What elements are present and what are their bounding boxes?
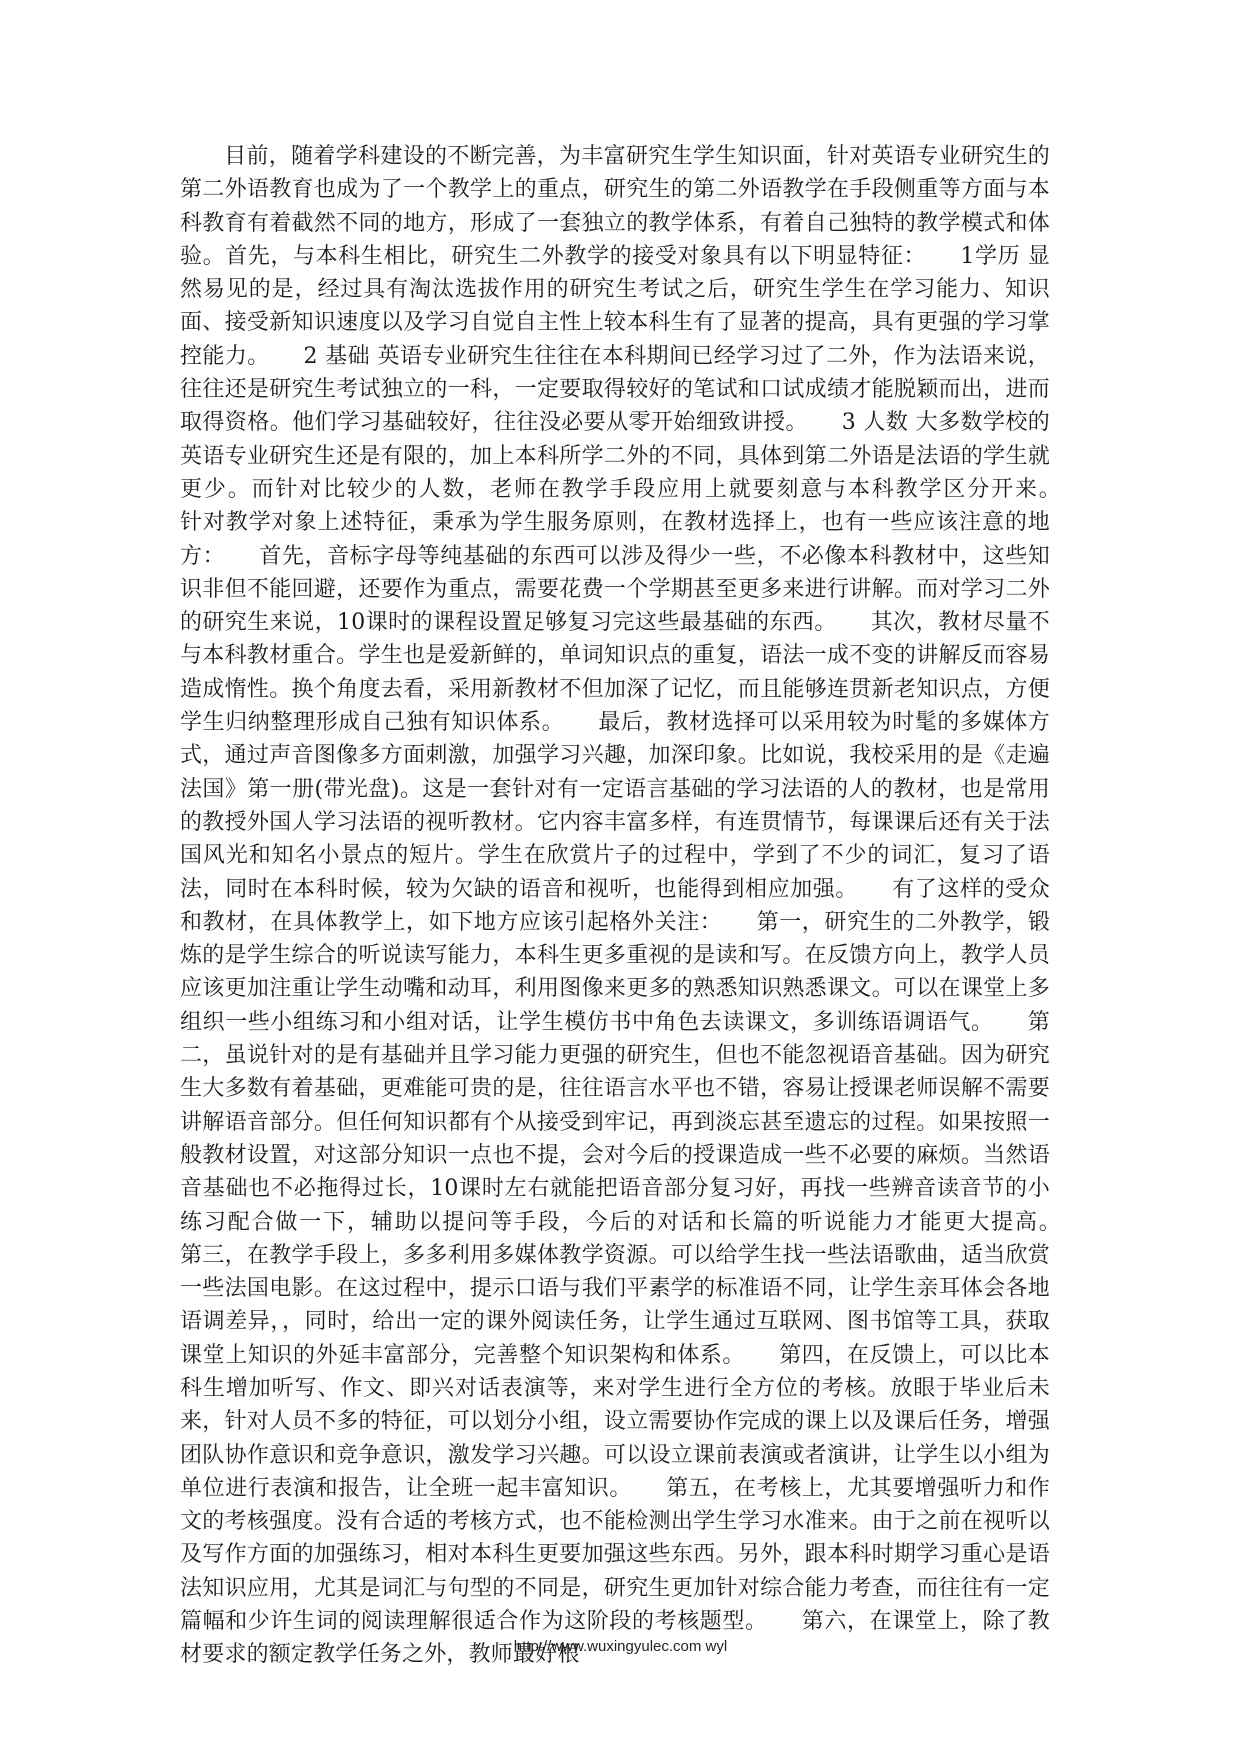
article-body-text: 目前，随着学科建设的不断完善，为丰富研究生学生知识面，针对英语专业研究生的第二外语教育也成为了一个教学上的重点，研究生的第二外语教学在手段侧重等方面与本科教育有着截然不同的地方，形成了一套独立的教学体系，有着自己独特的教学模式和体验。首先，与本科生相比，研究生二外教学的接受对象具有以下明显特征： 1学历 显然易见的是，经过具有淘汰选拔作用的研究生考试之后，研究生学生在学习能力、知识面、接受新知识速度以及学习自觉自主性上较本科生有了显著的提高，具有更强的学习掌控能力。 2 基础 英语专业研究生往往在本科期间已经学习过了二外，作为法语来说，往往还是研究生考试独立的一科，一定要取得较好的笔试和口试成绩才能脱颖而出，进而取得资格。他们学习基础较好，往往没必要从零开始细致讲授。 3 人数 大多数学校的英语专业研究生还是有限的，加上本科所学二外的不同，具体到第二外语是法语的学生就更少。而针对比较少的人数，老师在教学手段应用上就要刻意与本科教学区分开来。 针对教学对象上述特征，秉承为学生服务原则，在教材选择上，也有一些应该注意的地方： 首先，音标字母等纯基础的东西可以涉及得少一些，不必像本科教材中，这些知识非但不能回避，还要作为重点，需要花费一个学期甚至更多来进行讲解。而对学习二外的研究生来说，10课时的课程设置足够复习完这些最基础的东西。 其次，教材尽量不与本科教材重合。学生也是爱新鲜的，单词知识点的重复，语法一成不变的讲解反而容易造成惰性。换个角度去看，采用新教材不但加深了记忆，而且能够连贯新老知识点，方便学生归纳整理形成自己独有知识体系。 最后，教材选择可以采用较为时髦的多媒体方式，通过声音图像多方面刺激，加强学习兴趣，加深印象。比如说，我校采用的是《走遍法国》第一册(带光盘)。这是一套针对有一定语言基础的学习法语的人的教材，也是常用的教授外国人学习法语的视听教材。它内容丰富多样，有连贯情节，每课课后还有关于法国风光和知名小景点的短片。学生在欣赏片子的过程中，学到了不少的词汇，复习了语法，同时在本科时候，较为欠缺的语音和视听，也能得到相应加强。 有了这样的受众和教材，在具体教学上，如下地方应该引起格外关注： 第一，研究生的二外教学，锻炼的是学生综合的听说读写能力，本科生更多重视的是读和写。在反馈方向上，教学人员应该更加注重让学生动嘴和动耳，利用图像来更多的熟悉知识熟悉课文。可以在课堂上多组织一些小组练习和小组对话，让学生模仿书中角色去读课文，多训练语调语气。 第二，虽说针对的是有基础并且学习能力更强的研究生，但也不能忽视语音基础。因为研究生大多数有着基础，更难能可贵的是，往往语言水平也不错，容易让授课老师误解不需要讲解语音部分。但任何知识都有个从接受到牢记，再到淡忘甚至遗忘的过程。如果按照一般教材设置，对这部分知识一点也不提，会对今后的授课造成一些不必要的麻烦。当然语音基础也不必拖得过长，10课时左右就能把语音部分复习好，再找一些辨音读音节的小练习配合做一下，辅助以提问等手段，今后的对话和长篇的听说能力才能更大提高。 第三，在教学手段上，多多利用多媒体教学资源。可以给学生找一些法语歌曲，适当欣赏一些法国电影。在这过程中，提示口语与我们平素学的标准语不同，让学生亲耳体会各地语调差异，，同时，给出一定的课外阅读任务，让学生通过互联网、图书馆等工具，获取课堂上知识的外延丰富部分，完善整个知识架构和体系。 第四，在反馈上，可以比本科生增加听写、作文、即兴对话表演等，来对学生进行全方位的考核。放眼于毕业后未来，针对人员不多的特征，可以划分小组，设立需要协作完成的课上以及课后任务，增强团队协作意识和竞争意识，激发学习兴趣。可以设立课前表演或者演讲，让学生以小组为单位进行表演和报告，让全班一起丰富知识。 第五，在考核上，尤其要增强听力和作文的考核强度。没有合适的考核方式，也不能检测出学生学习水准来。由于之前在视听以及写作方面的加强练习，相对本科生更要加强这些东西。另外，跟本科时期学习重心是语法知识应用，尤其是词汇与句型的不同是，研究生更加针对综合能力考查，而往往有一定篇幅和少许生词的阅读理解很适合作为这阶段的考核题型。 第六，在课堂上，除了教材要求的额定教学任务之外，教师最好根 <box>180 144 1095 1668</box>
footer-url: http://www.wuxingyulec.com wyl <box>513 1638 728 1655</box>
article-body <box>180 140 1095 1672</box>
